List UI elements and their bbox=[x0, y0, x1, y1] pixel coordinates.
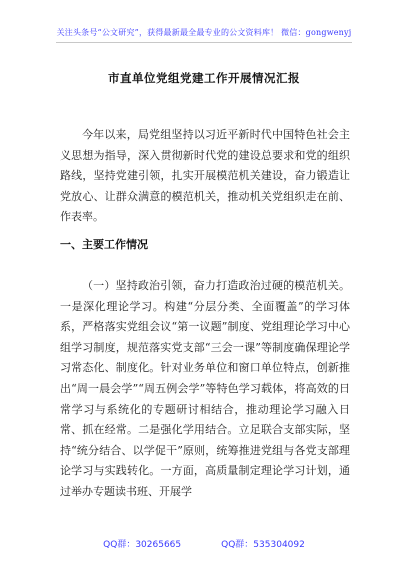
footer-qq-group-1: QQ群：30265665 bbox=[103, 540, 182, 550]
document-title: 市直单位党组党建工作开展情况汇报 bbox=[108, 71, 300, 85]
footer-qq-group-2: QQ群：535304092 bbox=[221, 540, 305, 550]
footer-contact bbox=[0, 537, 408, 550]
header-divider bbox=[56, 42, 352, 43]
header-banner: 关注头条号“公文研究”，获得最新最全最专业的公文资料库！ 微信：gongwenyj bbox=[56, 28, 352, 37]
section-paragraph: （一）坚持政治引领，奋力打造政治过硬的模范机关。一是深化理论学习。构建“分层分类、全面覆盖”的学习体系，严格落实党组会议“第一议题”制度、党组理论学习中心组学习制度，规范落实党支部“三会一课”等制度确保理论学习常态化、制度化。针对业务单位和窗口单位特点，创新推出“周一晨会学”“周五例会学”等特色学习载体，将高效的日常学习与系统化的专题研讨相结合，推动理论学习融入日常、抓在经常。二是强化学用结合。立足联合支部实际，坚持“统分结合、以学促干”原则，统筹推进党组与各党支部理论学习与实践转化。一方面，高质量制定理论学习计划，通过举办专题读书班、开展学 bbox=[60, 279, 350, 498]
section-heading: 一、主要工作情况 bbox=[60, 238, 148, 251]
intro-paragraph: 今年以来，局党组坚持以习近平新时代中国特色社会主义思想为指导，深入贯彻新时代党的建设总要求和党的组织路线，坚持党建引领，扎实开展模范机关建设，奋力锻造让党放心、让群众满意的模范机关，推动机关党组织走在前、作表率。 bbox=[60, 128, 350, 224]
